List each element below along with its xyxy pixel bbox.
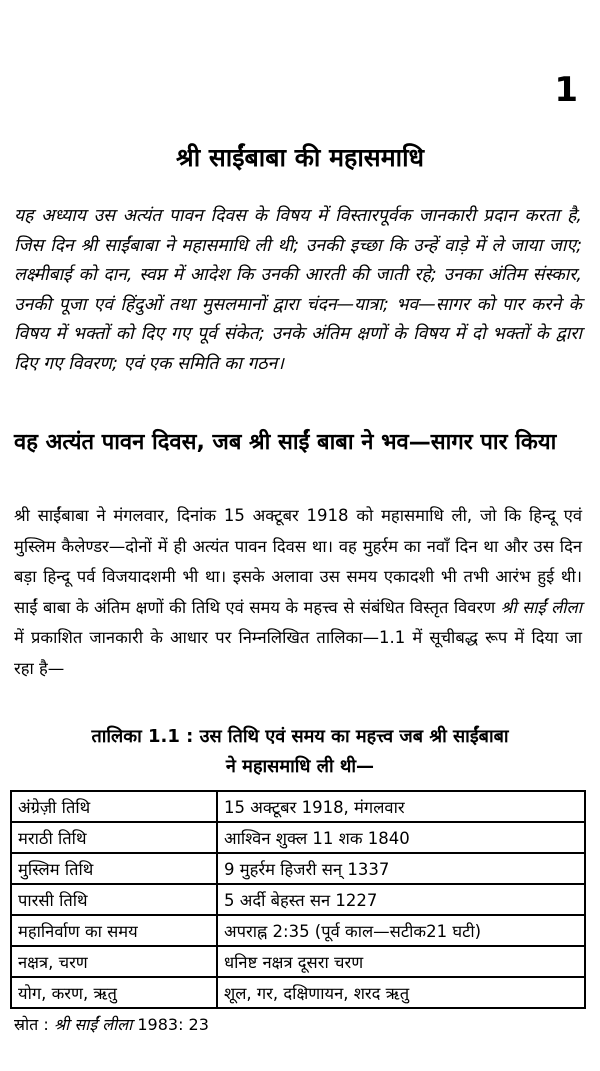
row-label: योग, करण, ऋतु (11, 977, 217, 1008)
row-value: शूल, गर, दक्षिणायन, शरद ऋतु (217, 977, 585, 1008)
table-row (11, 946, 585, 977)
significance-table (10, 790, 586, 1009)
row-value: 5 अर्दी बेहस्त सन 1227 (217, 884, 585, 915)
table-row (11, 822, 585, 853)
table-row (11, 915, 585, 946)
body-text-part1: श्री साईंबाबा ने मंगलवार, दिनांक 15 अक्टूबर 1918 को महासमाधि ली, जो कि हिन्दू एवं मुस्लिम कैलेण्डर—दोनों में ही अत्यंत पावन दिवस था। वह मुहर्रम का नवाँ दिन था और उस दिन बड़ा हिन्दू पर्व विजयादशमी भी था। इसके अलावा उस समय एकादशी भी तभी आरंभ हुई थी। साईं बाबा के अंतिम क्षणों की तिथि एवं समय के महत्त्व से संबंधित विस्तृत विवरण (14, 506, 582, 617)
row-value: 15 अक्टूबर 1918, मंगलवार (217, 791, 585, 822)
source-prefix: स्रोत : (14, 1015, 54, 1034)
body-text-italic: श्री साईं लीला (500, 597, 582, 617)
chapter-number: 1 (554, 70, 578, 110)
table-row (11, 884, 585, 915)
body-text-part2: में प्रकाशित जानकारी के आधार पर निम्नलिखित तालिका—1.1 में सूचीबद्ध रूप में दिया जा रहा है— (14, 628, 582, 678)
source-suffix: 1983: 23 (132, 1015, 209, 1034)
row-label: पारसी तिथि (11, 884, 217, 915)
table-row (11, 791, 585, 822)
source-note (14, 1013, 209, 1035)
body-paragraph (14, 501, 582, 684)
table-row (11, 977, 585, 1008)
row-value: धनिष्ट नक्षत्र दूसरा चरण (217, 946, 585, 977)
row-value: अपराह्न 2:35 (पूर्व काल—सटीक21 घटी) (217, 915, 585, 946)
row-label: महानिर्वाण का समय (11, 915, 217, 946)
page-title: श्री साईंबाबा की महासमाधि (176, 143, 424, 172)
table-caption-line1: तालिका 1.1 : उस तिथि एवं समय का महत्त्व जब श्री साईंबाबा (91, 726, 509, 747)
row-label: अंग्रेज़ी तिथि (11, 791, 217, 822)
section-heading: वह अत्यंत पावन दिवस, जब श्री साईं बाबा ने भव—सागर पार किया (14, 430, 557, 455)
row-label: नक्षत्र, चरण (11, 946, 217, 977)
source-title: श्री साईं लीला (53, 1015, 133, 1034)
row-value: आश्विन शुक्ल 11 शक 1840 (217, 822, 585, 853)
table-row (11, 853, 585, 884)
row-label: मुस्लिम तिथि (11, 853, 217, 884)
row-label: मराठी तिथि (11, 822, 217, 853)
table-caption-line2: ने महासमाधि ली थी— (225, 756, 375, 777)
table-caption (0, 722, 600, 782)
intro-paragraph: यह अध्याय उस अत्यंत पावन दिवस के विषय में विस्तारपूर्वक जानकारी प्रदान करता है, जिस दिन श्री साईंबाबा ने महासमाधि ली थी; उनकी इच्छा कि उन्हें वाड़े में ले जाया जाए; लक्ष्मीबाई को दान, स्वप्न में आदेश कि उनकी आरती की जाती रहे; उनका अंतिम संस्कार, उनकी पूजा एवं हिंदुओं तथा मुसलमानों द्वारा चंदन—यात्रा; भव—सागर को पार करने के विषय में भक्तों को दिए गए पूर्व संकेत; उनके अंतिम क्षणों के विषय में दो भक्तों के द्वारा दिए गए विवरण; एवं एक समिति का गठन। (14, 206, 582, 374)
row-value: 9 मुहर्रम हिजरी सन् 1337 (217, 853, 585, 884)
